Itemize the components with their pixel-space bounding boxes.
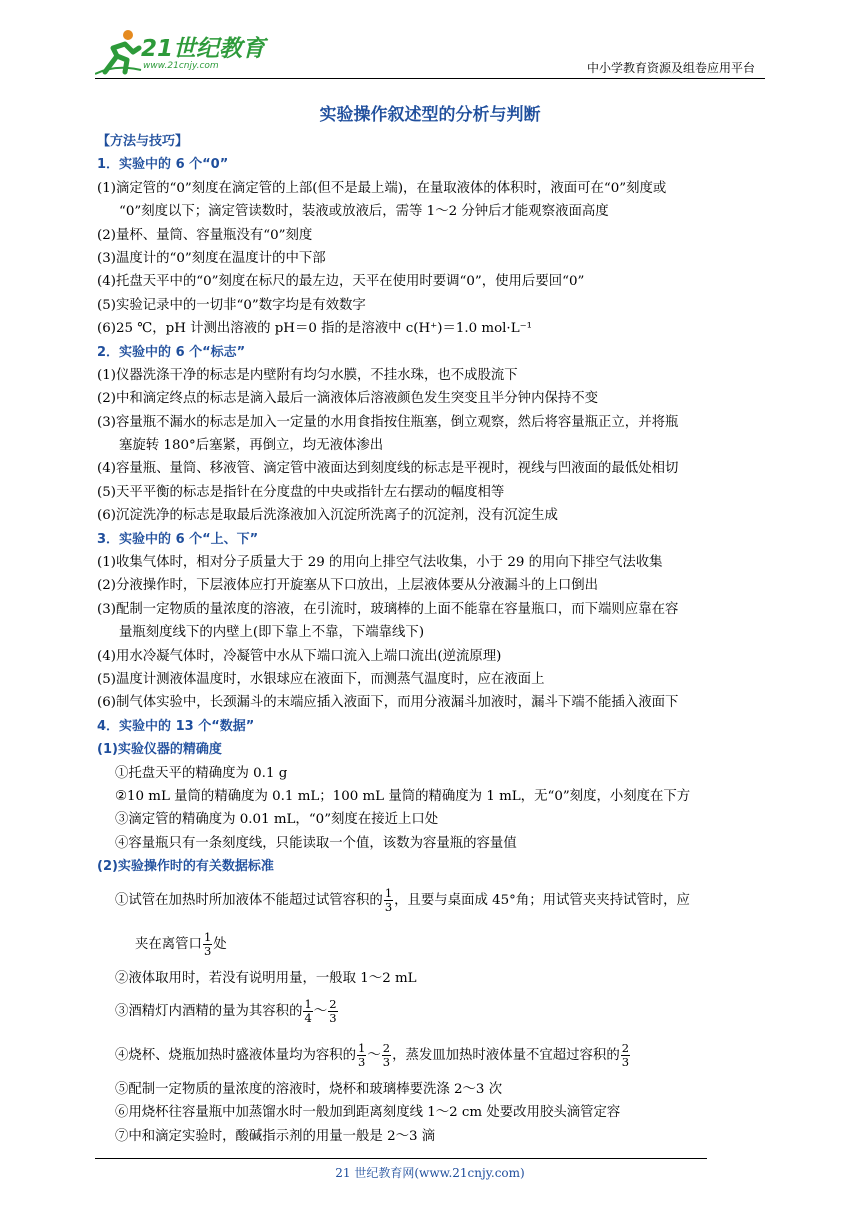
fraction-one-third: $\frac{1}{3}$ [203,929,212,958]
logo-url: www.21cnjy.com [143,61,219,71]
precision-item-1: ①托盘天平的精确度为 0.1 g [115,765,288,781]
header-platform-text: 中小学教育资源及组卷应用平台 [586,61,755,75]
header-divider [95,78,765,79]
standard-item-1-post: ，且要与桌面成 45°角；用试管夹夹持试管时，应 [394,892,690,908]
section-3-item-2: (2)分液操作时，下层液体应打开旋塞从下口放出，上层液体要从分液漏斗的上口倒出 [97,578,599,594]
fraction-two-thirds: $\frac{2}{3}$ [329,996,337,1025]
fraction-one-fourth: $\frac{1}{4}$ [304,996,312,1025]
section-2-item-6: (6)沉淀洗净的标志是取最后洗涤液加入沉淀所洗离子的沉淀剂，没有沉淀生成 [97,508,558,524]
section-1-item-5: (5)实验记录中的一切非“0”数字均是有效数字 [97,297,366,313]
standard-item-7: ⑦中和滴定实验时，酸碱指示剂的用量一般是 2～3 滴 [115,1128,436,1144]
section-4-heading: 4．实验中的 13 个“数据” [97,718,255,734]
fraction-two-thirds: $\frac{2}{3}$ [621,1040,630,1069]
section-1-item-2: (2)量杯、量筒、容量瓶没有“0”刻度 [97,227,313,243]
standard-item-3: ③酒精灯内酒精的量为其容积的 $\frac{1}{4}$ ～ $\frac{2}{3}$ [115,996,337,1025]
section-3-item-3-cont: 量瓶刻度线下的内壁上(即下靠上不靠，下端靠线下) [119,625,425,641]
footer-divider [95,1158,707,1159]
section-1-item-1-cont: “0”刻度以下；滴定管读数时，装液或放液后，需等 1～2 分钟后才能观察液面高度 [119,204,609,220]
standard-item-1-pre: ①试管在加热时所加液体不能超过试管容积的 [115,892,383,908]
section-3-item-6: (6)制气体实验中，长颈漏斗的末端应插入液面下，而用分液漏斗加液时，漏斗下端不能插入液面下 [97,695,679,711]
section-4-sub-2: (2)实验操作时的有关数据标准 [97,859,274,875]
standard-item-1 [97,879,767,923]
page-header [95,28,765,80]
section-2-heading: 2．实验中的 6 个“标志” [97,344,246,360]
method-heading: 【方法与技巧】 [97,134,189,149]
standard-item-5: ⑤配制一定物质的量浓度的溶液时，烧杯和玻璃棒要洗涤 2～3 次 [115,1081,503,1097]
runner-logo-icon [95,28,143,76]
standard-item-4: ④烧杯、烧瓶加热时盛液体量均为容积的 $\frac{1}{3}$ ～ $\frac{2}{3}$ ，蒸发皿加热时液体量不宜超过容积的 $\frac{2}{3}$ [115,1040,630,1069]
section-3-item-4: (4)用水冷凝气体时，冷凝管中水从下端口流入上端口流出(逆流原理) [97,648,502,664]
precision-item-3: ③滴定管的精确度为 0.01 mL，“0”刻度在接近上口处 [115,812,439,828]
standard-item-1-cont: 夹在离管口 $\frac{1}{3}$ 处 [135,929,227,958]
fraction-one-third: $\frac{1}{3}$ [384,885,393,914]
section-1-item-1: (1)滴定管的“0”刻度在滴定管的上部(但不是最上端)，在量取液体的体积时，液面可在“0”刻度或 [97,180,667,196]
fraction-two-thirds: $\frac{2}{3}$ [382,1040,391,1069]
precision-item-4: ④容量瓶只有一条刻度线，只能读取一个值，该数为容量瓶的容量值 [115,835,517,851]
section-2-item-2: (2)中和滴定终点的标志是滴入最后一滴液体后溶液颜色发生突变且半分钟内保持不变 [97,391,599,407]
standard-item-2: ②液体取用时，若没有说明用量，一般取 1～2 mL [115,970,417,986]
section-1-item-3: (3)温度计的“0”刻度在温度计的中下部 [97,250,326,266]
section-2-item-1: (1)仪器洗涤干净的标志是内壁附有均匀水膜，不挂水珠，也不成股流下 [97,367,518,383]
section-2-item-4: (4)容量瓶、量筒、移液管、滴定管中液面达到刻度线的标志是平视时，视线与凹液面的最低处相切 [97,461,679,477]
section-2-item-5: (5)天平平衡的标志是指针在分度盘的中央或指针左右摆动的幅度相等 [97,484,505,500]
standard-item-6: ⑥用烧杯往容量瓶中加蒸馏水时一般加到距离刻度线 1～2 cm 处要改用胶头滴管定容 [115,1105,621,1121]
fraction-one-third: $\frac{1}{3}$ [358,1040,366,1069]
page-title: 实验操作叙述型的分析与判断 [319,105,541,125]
section-3-heading: 3．实验中的 6 个“上、下” [97,531,259,547]
section-3-item-3: (3)配制一定物质的量浓度的溶液，在引流时，玻璃棒的上面不能靠在容量瓶口，而下端则应靠在容 [97,601,679,617]
section-3-item-1: (1)收集气体时，相对分子质量大于 29 的用向上排空气法收集，小于 29 的用向下排空气法收集 [97,555,663,571]
section-1-item-6: (6)25 ℃，pH 计测出溶液的 pH＝0 指的是溶液中 c(H⁺)＝1.0 mol·L⁻¹ [97,321,533,337]
section-4-sub-1: (1)实验仪器的精确度 [97,742,222,758]
logo-text: 21世纪教育 [141,36,266,62]
section-3-item-5: (5)温度计测液体温度时，水银球应在液面下，而测蒸气温度时，应在液面上 [97,671,545,687]
section-1-item-4: (4)托盘天平中的“0”刻度在标尺的最左边，天平在使用时要调“0”，使用后要回“0” [97,274,585,290]
precision-item-2: ②10 mL 量筒的精确度为 0.1 mL；100 mL 量筒的精确度为 1 mL，无“0”刻度，小刻度在下方 [115,788,691,804]
section-1-heading: 1．实验中的 6 个“0” [97,157,229,173]
section-2-item-3: (3)容量瓶不漏水的标志是加入一定量的水用食指按住瓶塞，倒立观察，然后将容量瓶正立，并将瓶 [97,414,679,430]
section-2-item-3-cont: 塞旋转 180°后塞紧，再倒立，均无液体渗出 [119,438,384,454]
document-body [97,130,767,1148]
footer-link[interactable]: 21 世纪教育网(www.21cnjy.com) [335,1166,525,1180]
